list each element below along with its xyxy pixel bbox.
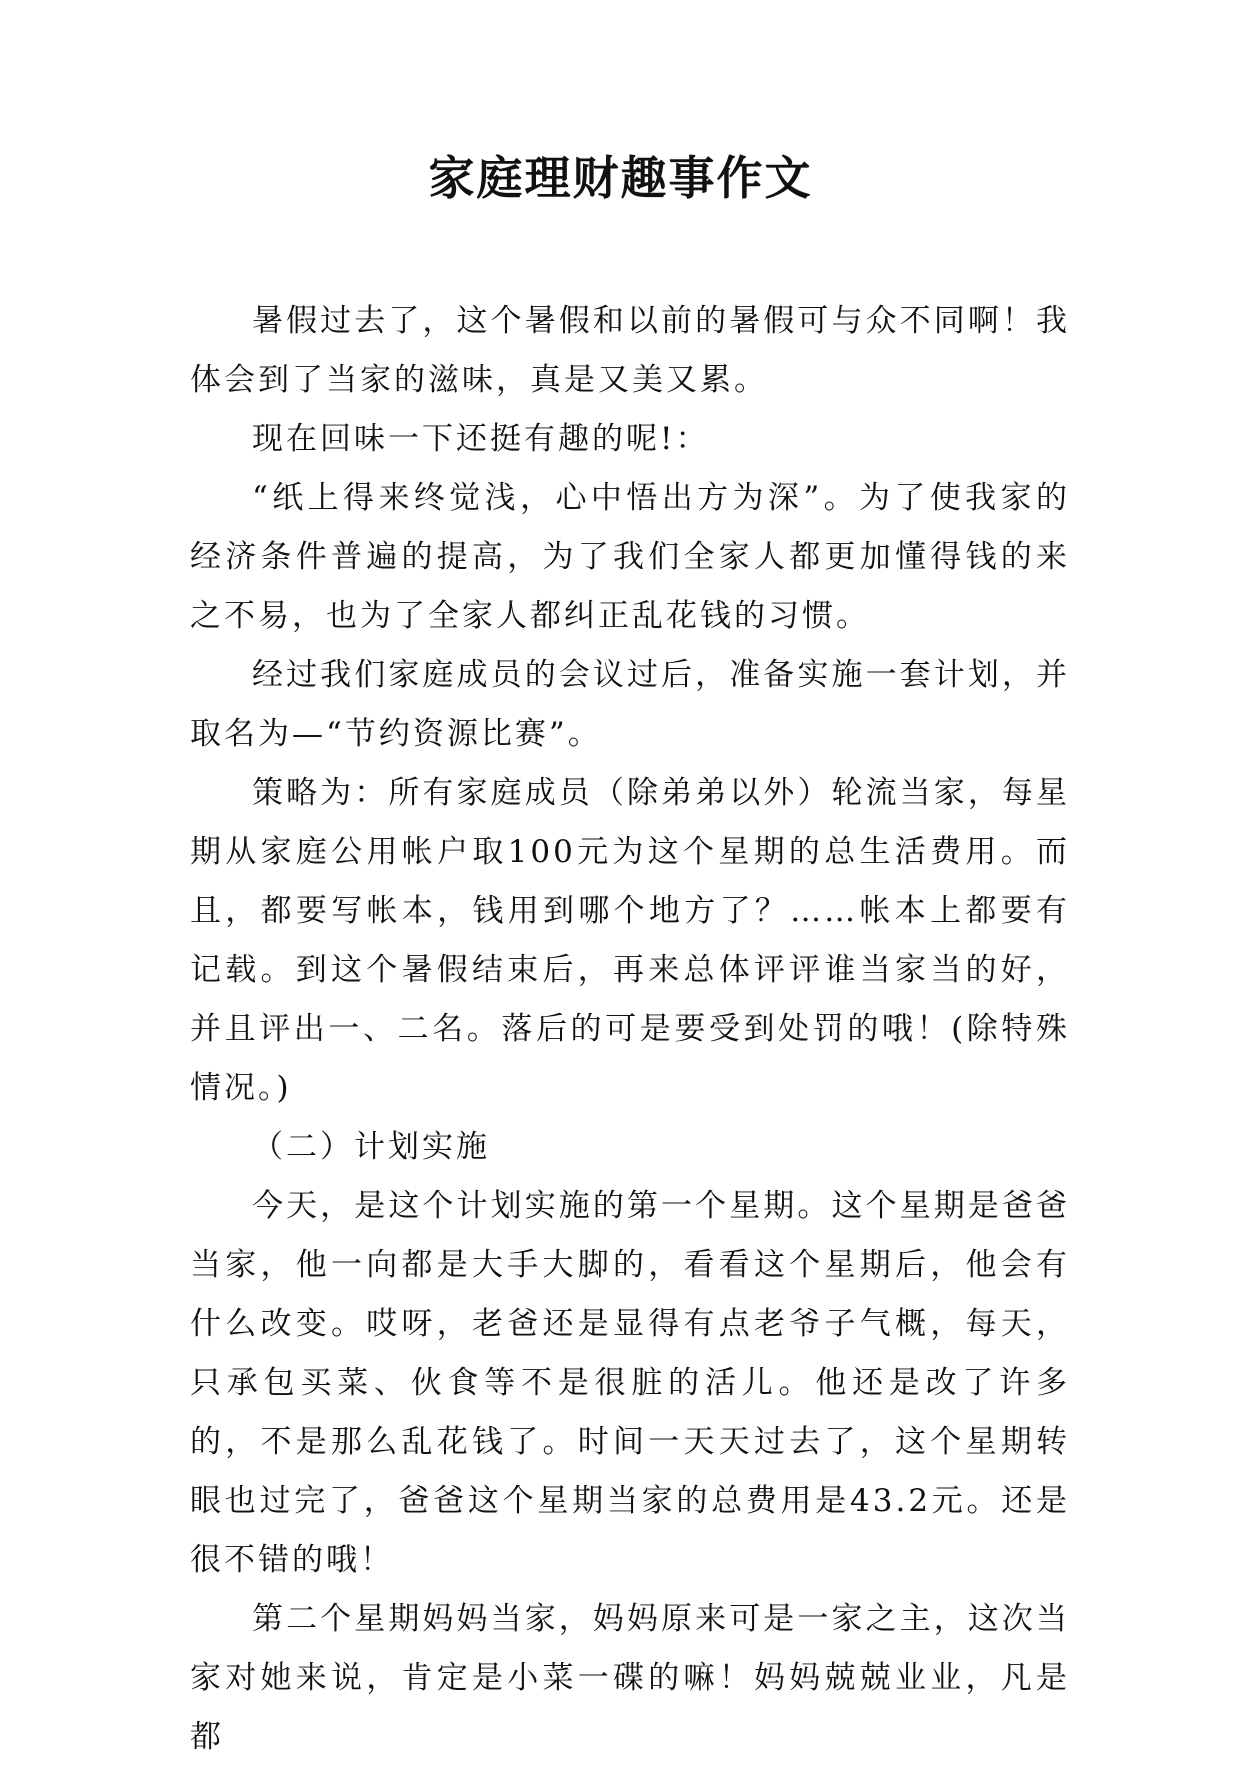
paragraph-2: 现在回味一下还挺有趣的呢!： [252, 421, 710, 457]
paragraph-8: 第二个星期妈妈当家，妈妈原来可是一家之主，这次当家对她来说，肯定是小菜一碟的嘛！妈妈兢兢业业，凡是都 [190, 1601, 1070, 1755]
document-title: 家庭理财趣事作文 [428, 151, 813, 205]
paragraph-7: 今天，是这个计划实施的第一个星期。这个星期是爸爸当家，他一向都是大手大脚的，看看这个星期后，他会有什么改变。哎呀，老爸还是显得有点老爷子气概，每天，只承包买菜、伙食等不是很脏的活儿。他还是改了许多的，不是那么乱花钱了。时间一天天过去了，这个星期转眼也过完了，爸爸这个星期当家的总费用是43.2元。还是很不错的哦！ [190, 1188, 1070, 1578]
document-body [190, 292, 1070, 1767]
paragraph-1: 暑假过去了，这个暑假和以前的暑假可与众不同啊！我体会到了当家的滋味，真是又美又累。 [190, 303, 1070, 398]
paragraph-5: 策略为：所有家庭成员（除弟弟以外）轮流当家，每星期从家庭公用帐户取100元为这个星期的总生活费用。而且，都要写帐本，钱用到哪个地方了？……帐本上都要有记载。到这个暑假结束后，再来总体评评谁当家当的好，并且评出一、二名。落后的可是要受到处罚的哦！(除特殊情况。) [190, 775, 1070, 1106]
section-heading-plan-implementation: （二）计划实施 [252, 1129, 490, 1165]
paragraph-4: 经过我们家庭成员的会议过后，准备实施一套计划，并取名为—“节约资源比赛”。 [190, 657, 1070, 752]
paragraph-3: “纸上得来终觉浅，心中悟出方为深”。为了使我家的经济条件普遍的提高，为了我们全家人都更加懂得钱的来之不易，也为了全家人都纠正乱花钱的习惯。 [190, 480, 1070, 634]
